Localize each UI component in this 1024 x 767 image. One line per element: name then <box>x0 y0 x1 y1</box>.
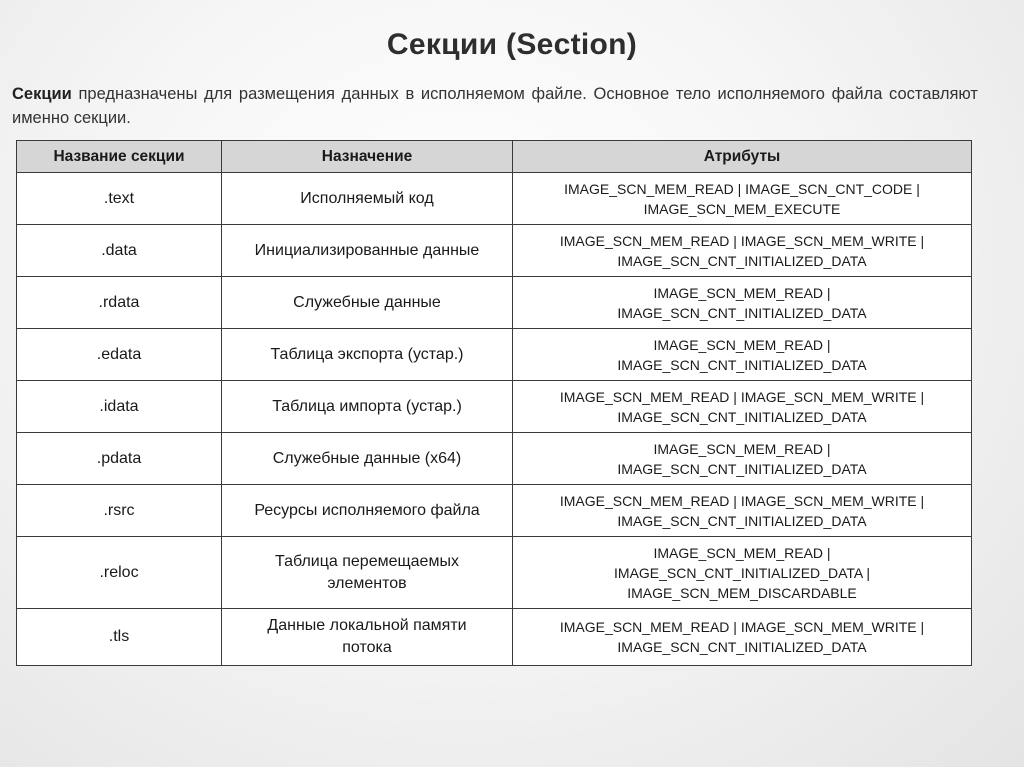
intro-bold-term: Секции <box>12 85 72 103</box>
table-row <box>17 277 972 329</box>
attr-line: IMAGE_SCN_MEM_EXECUTE <box>643 200 841 217</box>
table-row <box>17 433 972 485</box>
attr-line: IMAGE_SCN_MEM_READ | <box>653 544 831 561</box>
table-row <box>17 173 972 225</box>
page-title: Секции (Section) <box>386 28 638 61</box>
section-attributes <box>513 537 972 609</box>
table-row <box>17 485 972 537</box>
section-name: .text <box>17 173 222 225</box>
attr-line: IMAGE_SCN_CNT_INITIALIZED_DATA <box>617 356 867 373</box>
attr-line: IMAGE_SCN_CNT_INITIALIZED_DATA <box>617 639 867 655</box>
section-name: .data <box>17 225 222 277</box>
section-attributes <box>513 485 972 537</box>
section-purpose: Данные локальной памяти потока <box>222 609 513 666</box>
attr-line: IMAGE_SCN_MEM_READ | IMAGE_SCN_MEM_WRITE | <box>559 619 925 635</box>
section-name: .rsrc <box>17 485 222 537</box>
attr-line: IMAGE_SCN_MEM_READ | <box>653 284 831 301</box>
attr-line: IMAGE_SCN_CNT_INITIALIZED_DATA <box>617 460 867 477</box>
section-attributes <box>513 225 972 277</box>
section-name: .edata <box>17 329 222 381</box>
table-row <box>17 329 972 381</box>
attr-line: IMAGE_SCN_MEM_READ | IMAGE_SCN_MEM_WRITE | <box>559 232 925 249</box>
intro-paragraph <box>12 82 978 130</box>
section-name: .reloc <box>17 537 222 609</box>
attr-line: IMAGE_SCN_CNT_INITIALIZED_DATA | <box>614 564 870 581</box>
section-purpose: Таблица перемещаемых элементов <box>222 537 513 609</box>
section-name: .rdata <box>17 277 222 329</box>
attr-line: IMAGE_SCN_MEM_READ | IMAGE_SCN_MEM_WRITE | <box>559 388 925 405</box>
section-attributes <box>513 609 972 666</box>
section-purpose: Инициализированные данные <box>222 225 513 277</box>
table-row <box>17 381 972 433</box>
attr-line: IMAGE_SCN_MEM_READ | IMAGE_SCN_MEM_WRITE | <box>559 492 925 509</box>
attr-line: IMAGE_SCN_MEM_READ | <box>653 336 831 353</box>
section-attributes <box>513 277 972 329</box>
section-name: .idata <box>17 381 222 433</box>
table-row <box>17 225 972 277</box>
table-row <box>17 537 972 609</box>
section-attributes <box>513 433 972 485</box>
column-header-attributes: Атрибуты <box>513 141 972 173</box>
section-purpose: Служебные данные (x64) <box>222 433 513 485</box>
intro-text: предназначены для размещения данных в исполняемом файле. Основное тело исполняемого файла составляют именно секции. <box>12 85 978 127</box>
section-attributes <box>513 329 972 381</box>
section-purpose: Исполняемый код <box>222 173 513 225</box>
table-row <box>17 609 972 666</box>
section-name: .pdata <box>17 433 222 485</box>
attr-line: IMAGE_SCN_MEM_READ | <box>653 440 831 457</box>
attr-line: IMAGE_SCN_CNT_INITIALIZED_DATA <box>617 252 867 269</box>
section-purpose: Ресурсы исполняемого файла <box>222 485 513 537</box>
attr-line: IMAGE_SCN_MEM_DISCARDABLE <box>627 584 857 601</box>
section-name: .tls <box>17 609 222 666</box>
attr-line: IMAGE_SCN_CNT_INITIALIZED_DATA <box>617 408 867 425</box>
attr-line: IMAGE_SCN_CNT_INITIALIZED_DATA <box>617 512 867 529</box>
column-header-purpose: Назначение <box>222 141 513 173</box>
attr-line: IMAGE_SCN_MEM_READ | IMAGE_SCN_CNT_CODE | <box>564 180 920 197</box>
sections-table <box>16 140 972 666</box>
section-purpose: Служебные данные <box>222 277 513 329</box>
column-header-name: Название секции <box>17 141 222 173</box>
section-attributes <box>513 173 972 225</box>
table-header-row <box>17 141 972 173</box>
attr-line: IMAGE_SCN_CNT_INITIALIZED_DATA <box>617 304 867 321</box>
section-purpose: Таблица импорта (устар.) <box>222 381 513 433</box>
section-purpose: Таблица экспорта (устар.) <box>222 329 513 381</box>
section-attributes <box>513 381 972 433</box>
